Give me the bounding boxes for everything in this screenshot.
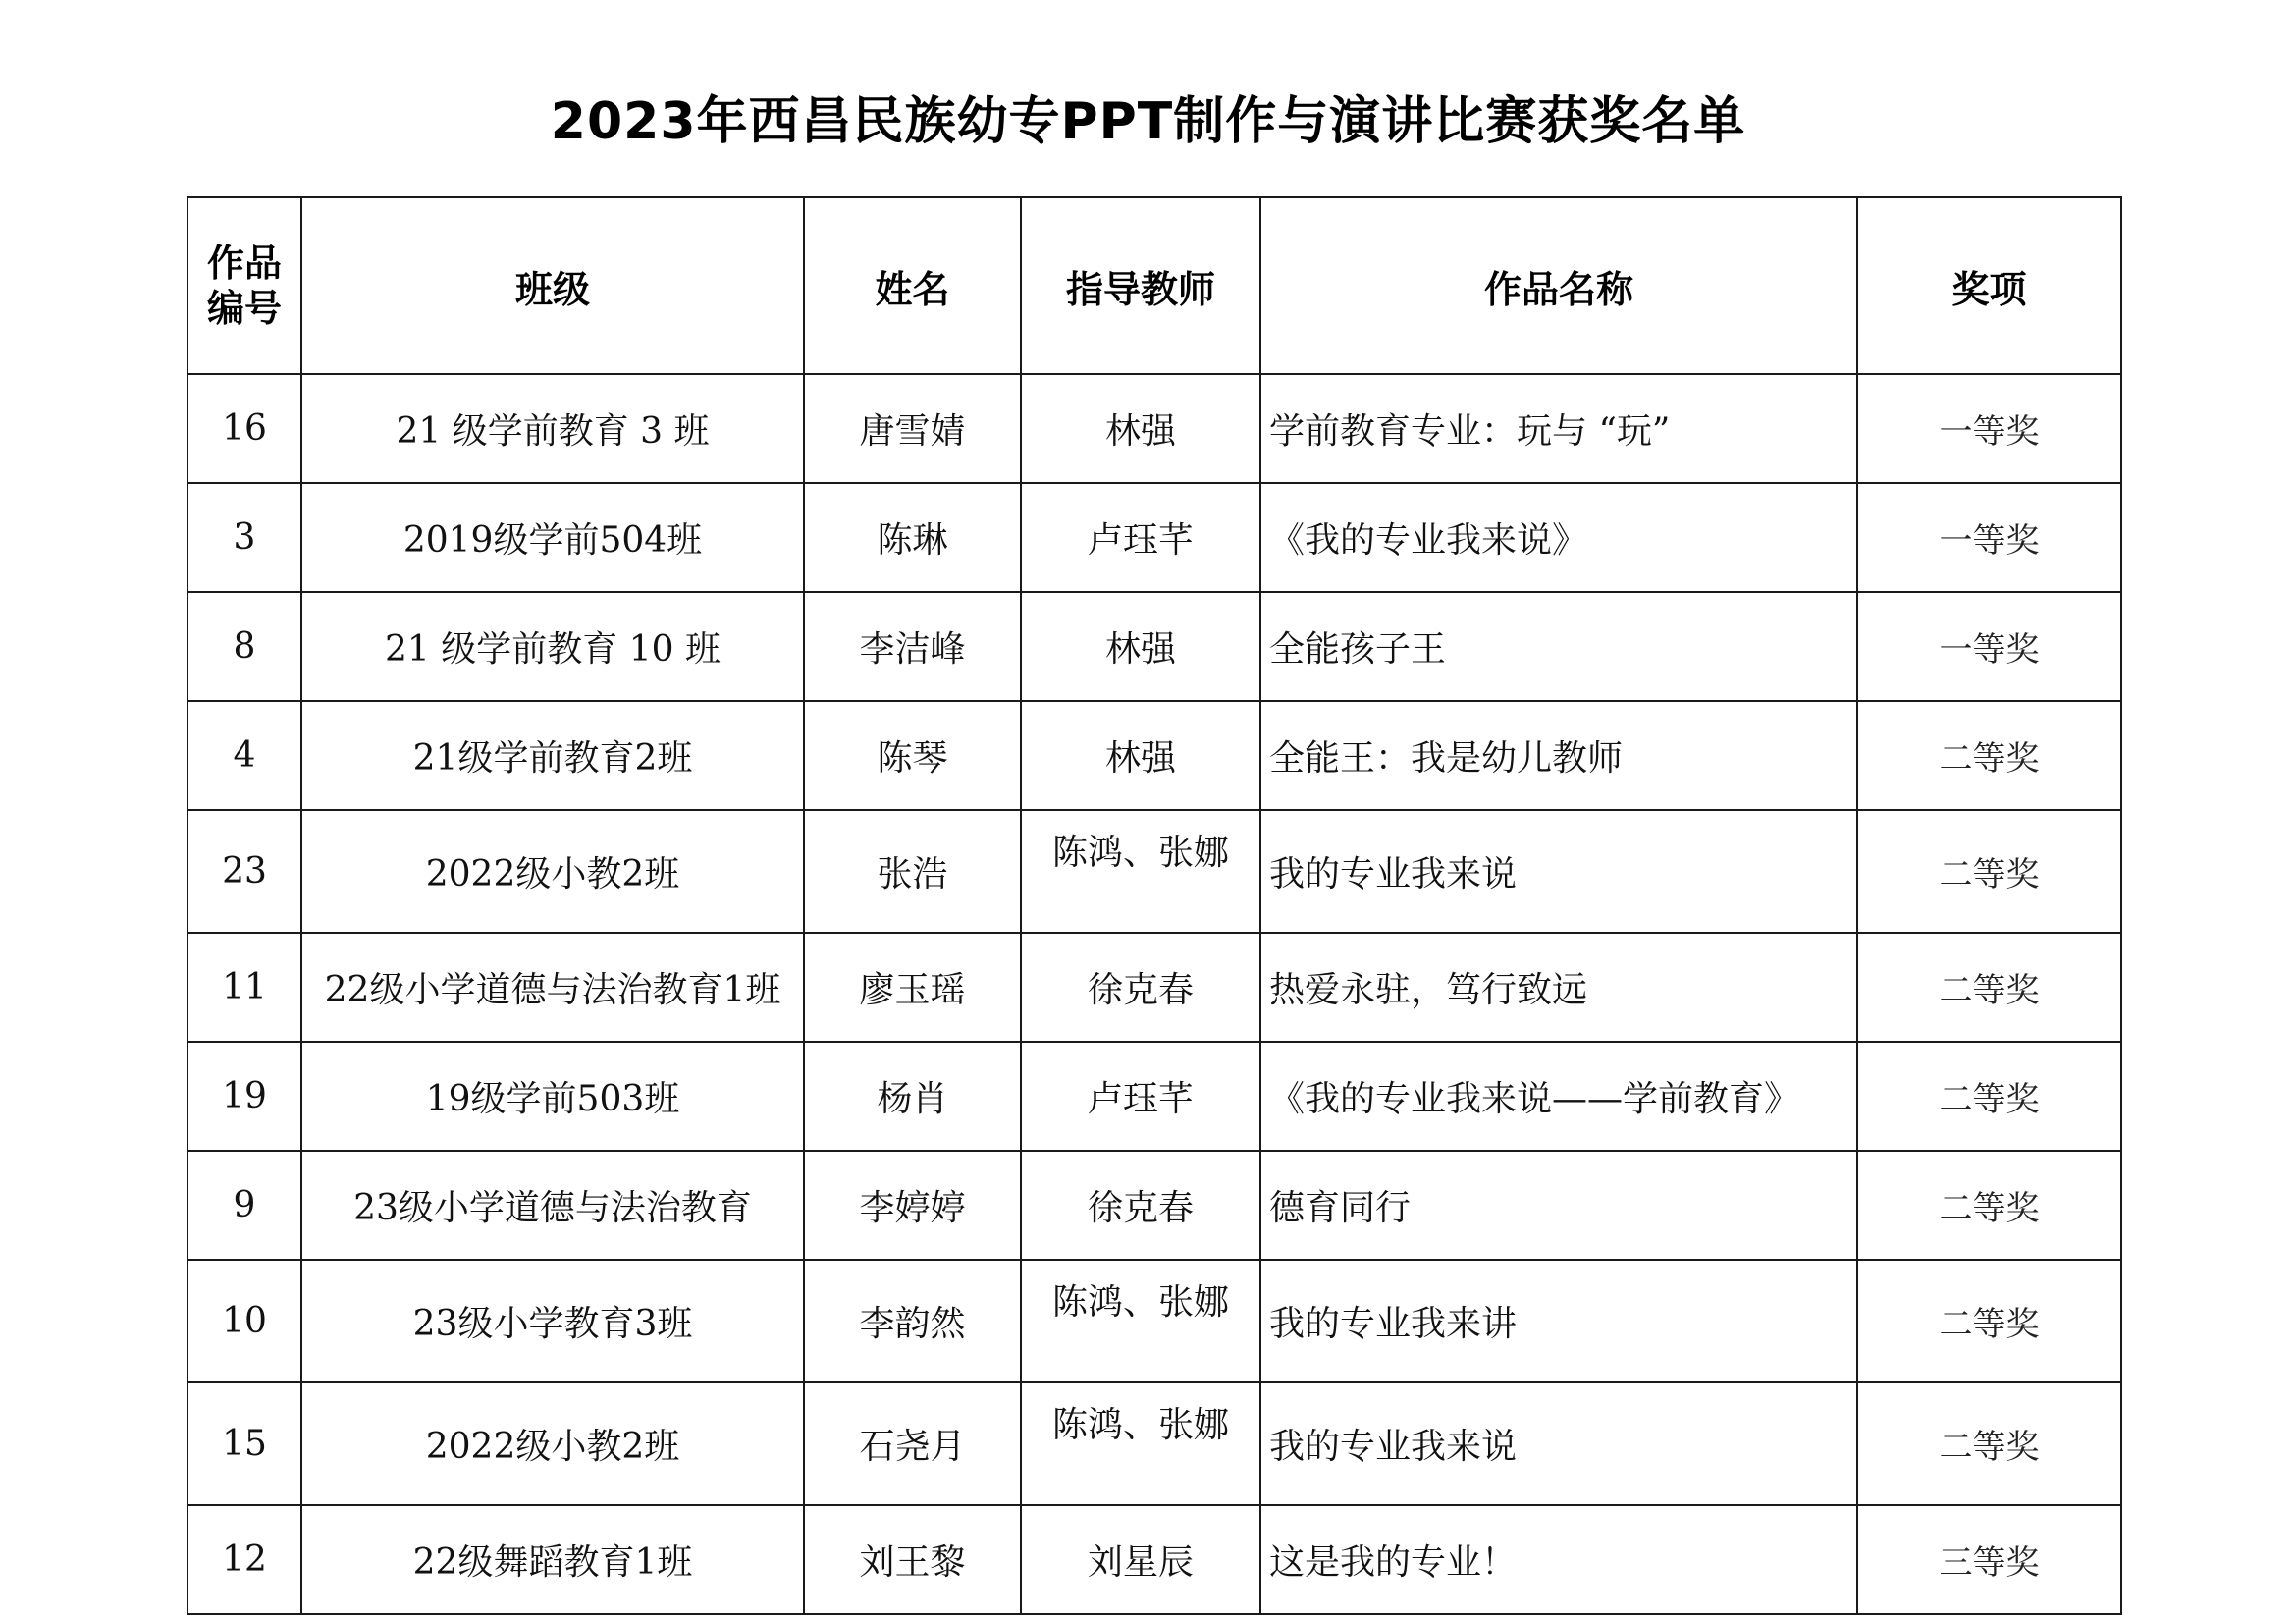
cell-award: 二等奖 [1857,1151,2121,1260]
cell-award: 二等奖 [1857,933,2121,1042]
table-body [187,374,2121,1614]
cell-student-name: 李洁峰 [804,592,1021,701]
cell-teacher: 陈鸿、张娜 [1021,1260,1260,1382]
table-row [187,810,2121,933]
cell-work-title: 《我的专业我来说——学前教育》 [1260,1042,1857,1151]
cell-class: 2022级小教2班 [301,810,804,933]
cell-teacher: 林强 [1021,374,1260,483]
cell-student-name: 刘王黎 [804,1505,1021,1614]
table-row [187,701,2121,810]
cell-teacher: 陈鸿、张娜 [1021,810,1260,933]
table-row [187,933,2121,1042]
cell-class: 23级小学道德与法治教育 [301,1151,804,1260]
header-class: 班级 [301,197,804,374]
cell-award: 二等奖 [1857,1260,2121,1382]
table-row [187,483,2121,592]
cell-award: 二等奖 [1857,701,2121,810]
cell-award: 一等奖 [1857,483,2121,592]
table-row [187,1042,2121,1151]
cell-student-name: 陈琴 [804,701,1021,810]
table-row [187,374,2121,483]
cell-award: 一等奖 [1857,374,2121,483]
cell-teacher: 林强 [1021,592,1260,701]
cell-class: 21 级学前教育 3 班 [301,374,804,483]
cell-award: 三等奖 [1857,1505,2121,1614]
cell-class: 22级小学道德与法治教育1班 [301,933,804,1042]
header-teacher: 指导教师 [1021,197,1260,374]
cell-work-id: 15 [187,1382,301,1505]
cell-work-id: 12 [187,1505,301,1614]
cell-student-name: 陈琳 [804,483,1021,592]
cell-work-id: 11 [187,933,301,1042]
cell-work-title: 热爱永驻，笃行致远 [1260,933,1857,1042]
header-work-id [187,197,301,374]
cell-student-name: 李婷婷 [804,1151,1021,1260]
cell-teacher: 徐克春 [1021,1151,1260,1260]
cell-student-name: 廖玉瑶 [804,933,1021,1042]
cell-work-title: 全能孩子王 [1260,592,1857,701]
cell-work-title: 我的专业我来说 [1260,1382,1857,1505]
cell-work-title: 我的专业我来讲 [1260,1260,1857,1382]
cell-class: 2022级小教2班 [301,1382,804,1505]
cell-award: 二等奖 [1857,1042,2121,1151]
cell-work-id: 19 [187,1042,301,1151]
cell-work-id: 16 [187,374,301,483]
cell-teacher: 刘星辰 [1021,1505,1260,1614]
cell-teacher: 徐克春 [1021,933,1260,1042]
cell-student-name: 李韵然 [804,1260,1021,1382]
cell-work-title: 《我的专业我来说》 [1260,483,1857,592]
document-title: 2023年西昌民族幼专PPT制作与演讲比赛获奖名单 [550,92,1746,151]
cell-work-id: 4 [187,701,301,810]
cell-student-name: 张浩 [804,810,1021,933]
cell-class: 2019级学前504班 [301,483,804,592]
cell-teacher: 林强 [1021,701,1260,810]
cell-student-name: 唐雪婧 [804,374,1021,483]
header-work-id-line2: 编号 [206,287,282,330]
header-work-id-line1: 作品 [206,242,282,285]
header-name: 姓名 [804,197,1021,374]
table-row [187,1260,2121,1382]
header-work-title: 作品名称 [1260,197,1857,374]
cell-class: 19级学前503班 [301,1042,804,1151]
cell-teacher: 卢珏芊 [1021,483,1260,592]
table-header-row [187,197,2121,374]
cell-work-title: 我的专业我来说 [1260,810,1857,933]
cell-work-title: 这是我的专业！ [1260,1505,1857,1614]
cell-award: 二等奖 [1857,810,2121,933]
cell-work-title: 学前教育专业：玩与 “玩” [1260,374,1857,483]
table-row [187,1382,2121,1505]
cell-class: 22级舞蹈教育1班 [301,1505,804,1614]
cell-teacher: 陈鸿、张娜 [1021,1382,1260,1505]
cell-class: 23级小学教育3班 [301,1260,804,1382]
cell-class: 21 级学前教育 10 班 [301,592,804,701]
cell-award: 一等奖 [1857,592,2121,701]
cell-work-title: 全能王：我是幼儿教师 [1260,701,1857,810]
table-row [187,592,2121,701]
cell-work-id: 3 [187,483,301,592]
header-award: 奖项 [1857,197,2121,374]
cell-work-id: 23 [187,810,301,933]
cell-class: 21级学前教育2班 [301,701,804,810]
table-row [187,1505,2121,1614]
cell-student-name: 杨肖 [804,1042,1021,1151]
cell-work-id: 10 [187,1260,301,1382]
table-row [187,1151,2121,1260]
cell-work-id: 8 [187,592,301,701]
cell-teacher: 卢珏芊 [1021,1042,1260,1151]
cell-work-title: 德育同行 [1260,1151,1857,1260]
cell-work-id: 9 [187,1151,301,1260]
award-table [187,196,2122,1615]
cell-student-name: 石尧月 [804,1382,1021,1505]
cell-award: 二等奖 [1857,1382,2121,1505]
